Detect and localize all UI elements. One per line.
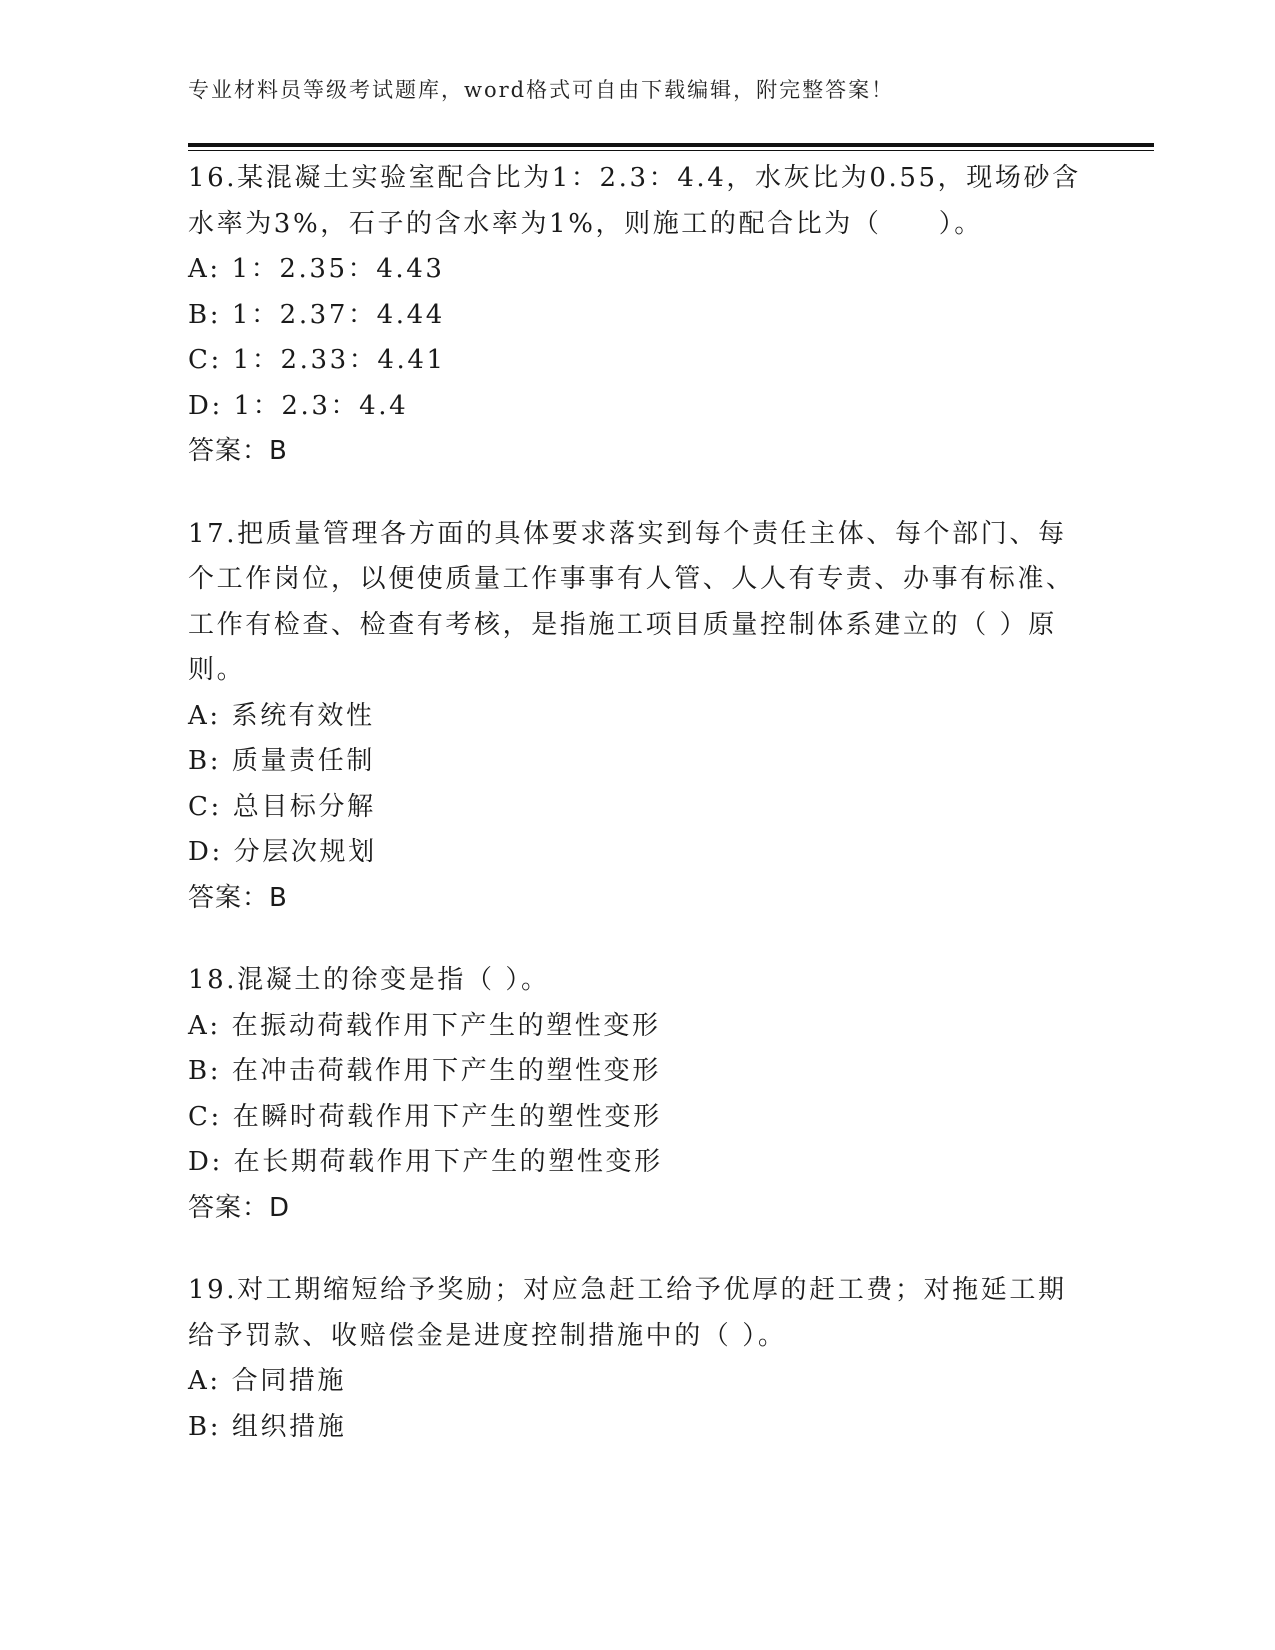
option-c: C: 在瞬时荷载作用下产生的塑性变形 xyxy=(188,1101,662,1132)
option-d: D: 在长期荷载作用下产生的塑性变形 xyxy=(188,1147,663,1177)
option-b: B: 1：2.37：4.44 xyxy=(188,299,445,330)
option-d: D: 分层次规划 xyxy=(188,837,377,867)
question-stem: 18.混凝土的徐变是指（ ）。 xyxy=(188,965,550,995)
header-rule xyxy=(188,143,1154,147)
option-b: B: 质量责任制 xyxy=(188,746,375,776)
question-16 xyxy=(188,156,1088,475)
option-b: B: 在冲击荷载作用下产生的塑性变形 xyxy=(188,1056,661,1086)
option-c: C: 1：2.33：4.41 xyxy=(188,345,446,375)
answer-line: 答案：B xyxy=(188,882,288,913)
question-stem: 16.某混凝土实验室配合比为1：2.3：4.4，水灰比为0.55，现场砂含水率为3%，石子的含水率为1%，则施工的配合比为（ ）。 xyxy=(188,163,1081,239)
question-18 xyxy=(188,958,1088,1231)
option-a: A: 合同措施 xyxy=(188,1366,347,1396)
page-header: 专业材料员等级考试题库，word格式可自由下载编辑，附完整答案！ xyxy=(188,78,895,102)
option-a: A: 系统有效性 xyxy=(188,700,375,731)
answer-line: 答案：D xyxy=(188,1192,291,1223)
question-stem: 19.对工期缩短给予奖励；对应急赶工给予优厚的赶工费；对拖延工期给予罚款、收赔偿金是进度控制措施中的（ ）。 xyxy=(188,1275,1067,1351)
option-c: C: 总目标分解 xyxy=(188,791,376,822)
option-b: B: 组织措施 xyxy=(188,1411,347,1442)
question-19 xyxy=(188,1268,1088,1450)
option-a: A: 在振动荷载作用下产生的塑性变形 xyxy=(188,1010,661,1041)
answer-line: 答案：B xyxy=(188,436,288,466)
question-17 xyxy=(188,512,1088,922)
question-stem: 17.把质量管理各方面的具体要求落实到每个责任主体、每个部门、每个工作岗位，以便使质量工作事事有人管、人人有专责、办事有标准、工作有检查、检查有考核，是指施工项目质量控制体系建立的（ ）原则。 xyxy=(188,518,1075,685)
header-rule-thin xyxy=(188,150,1154,151)
option-d: D: 1：2.3：4.4 xyxy=(188,390,409,421)
question-list xyxy=(188,156,1088,1487)
option-a: A: 1：2.35：4.43 xyxy=(188,254,445,284)
